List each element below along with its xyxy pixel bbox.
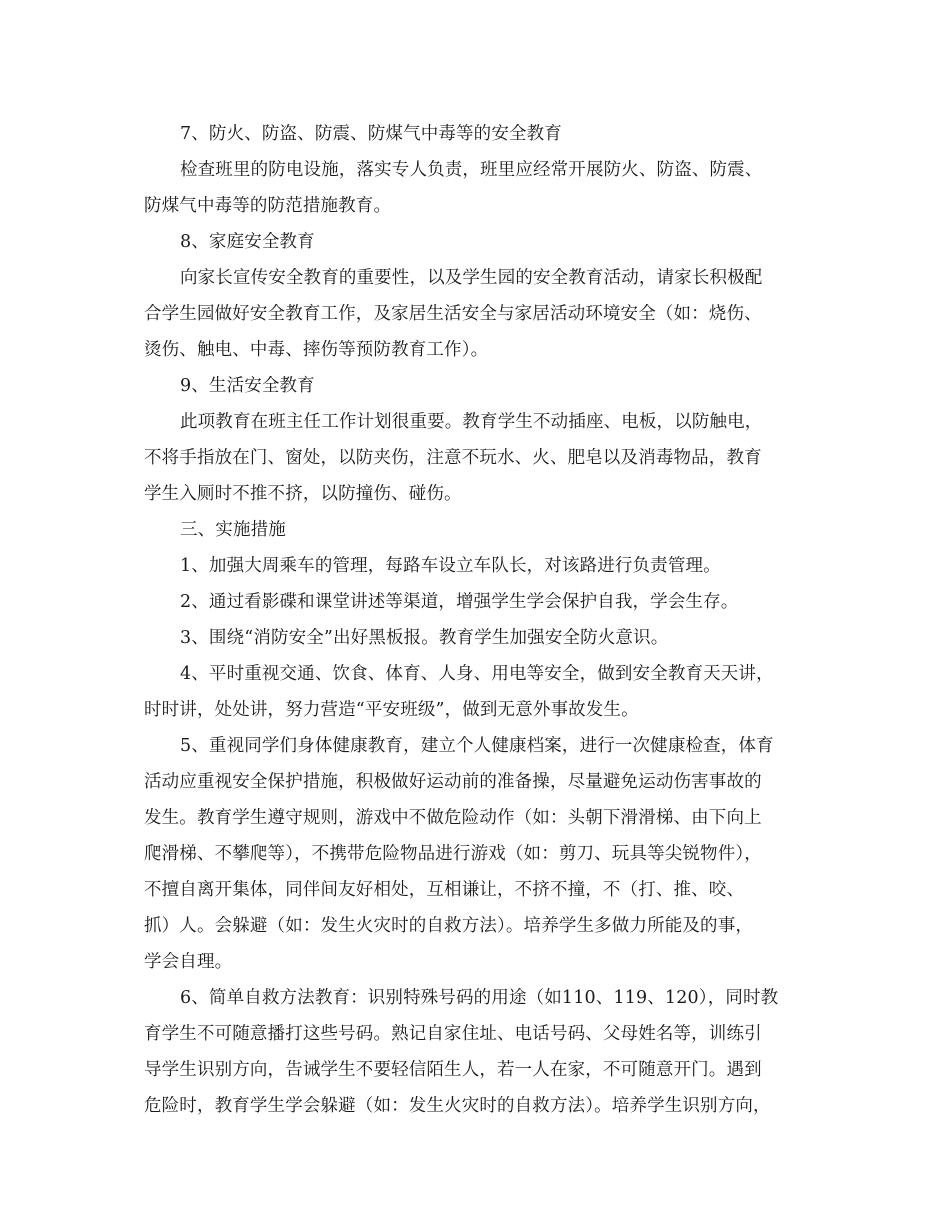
text-line: 不将手指放在门、窗处，以防夹伤，注意不玩水、火、肥皂以及消毒物品，教育 xyxy=(144,448,762,468)
text-line: 导学生识别方向，告诫学生不要轻信陌生人，若一人在家，不可随意开门。遇到 xyxy=(144,1060,762,1080)
text-line: 学生入厕时不推不挤，以防撞伤、碰伤。 xyxy=(144,484,462,504)
text-line: 3、围绕“消防安全”出好黑板报。教育学生加强安全防火意识。 xyxy=(180,628,669,648)
body-text xyxy=(144,116,812,1124)
text-line: 8、家庭安全教育 xyxy=(180,232,315,252)
text-line: 4、平时重视交通、饮食、体育、人身、用电等安全，做到安全教育天天讲， xyxy=(180,664,774,684)
text-line: 6、简单自救方法教育：识别特殊号码的用途（如110、119、120），同时教 xyxy=(180,988,779,1008)
text-line: 育学生不可随意播打这些号码。熟记自家住址、电话号码、父母姓名等，训练引 xyxy=(144,1024,762,1044)
text-line: 2、通过看影碟和课堂讲述等渠道，增强学生学会保护自我，学会生存。 xyxy=(180,592,739,612)
text-line: 不擅自离开集体，同伴间友好相处，互相谦让，不挤不撞，不（打、推、咬、 xyxy=(144,880,745,900)
text-line: 危险时，教育学生学会躲避（如：发生火灾时的自救方法）。培养学生识别方向， xyxy=(144,1096,771,1116)
text-line: 烫伤、触电、中毒、摔伤等预防教育工作）。 xyxy=(144,340,489,360)
text-line: 合学生园做好安全教育工作，及家居生活安全与家居活动环境安全（如：烧伤、 xyxy=(144,304,762,324)
text-line: 5、重视同学们身体健康教育，建立个人健康档案，进行一次健康检查，体育 xyxy=(180,736,774,756)
text-line: 时时讲，处处讲，努力营造“平安班级”，做到无意外事故发生。 xyxy=(144,700,639,720)
text-line: 9、生活安全教育 xyxy=(180,376,315,396)
text-line: 向家长宣传安全教育的重要性，以及学生园的安全教育活动，请家长积极配 xyxy=(180,268,763,288)
text-line: 防煤气中毒等的防范措施教育。 xyxy=(144,196,392,216)
text-line: 1、加强大周乘车的管理，每路车设立车队长，对该路进行负责管理。 xyxy=(180,556,721,576)
text-line: 7、防火、防盗、防震、防煤气中毒等的安全教育 xyxy=(180,124,562,144)
text-line: 爬滑梯、不攀爬等），不携带危险物品进行游戏（如：剪刀、玩具等尖锐物件）， xyxy=(144,844,762,864)
text-line: 学会自理。 xyxy=(144,952,233,972)
text-line: 三、实施措施 xyxy=(180,520,286,540)
text-line: 发生。教育学生遵守规则，游戏中不做危险动作（如：头朝下滑滑梯、由下向上 xyxy=(144,808,762,828)
text-line: 此项教育在班主任工作计划很重要。教育学生不动插座、电板，以防触电， xyxy=(180,412,763,432)
text-line: 活动应重视安全保护措施，积极做好运动前的准备操，尽量避免运动伤害事故的 xyxy=(144,772,762,792)
text-line: 检查班里的防电设施，落实专人负责，班里应经常开展防火、防盗、防震、 xyxy=(180,160,763,180)
text-line: 抓）人。会躲避（如：发生火灾时的自救方法）。培养学生多做力所能及的事， xyxy=(144,916,753,936)
